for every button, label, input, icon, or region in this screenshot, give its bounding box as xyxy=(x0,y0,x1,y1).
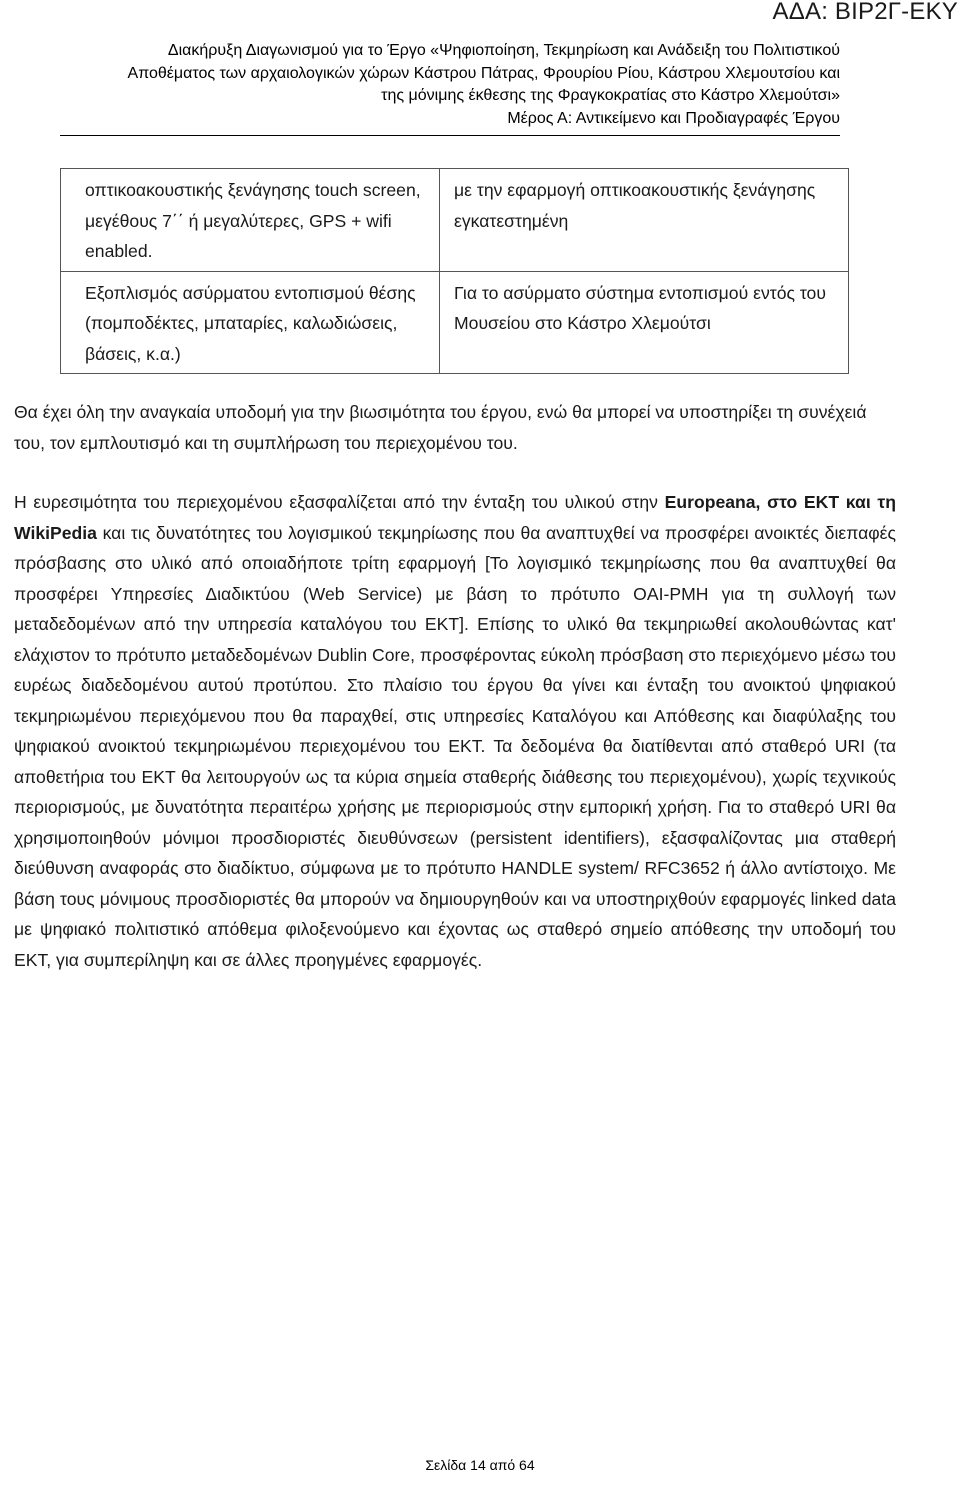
paragraph-text: Η ευρεσιμότητα του περιεχομένου εξασφαλίζεται από την ένταξη του υλικού στην xyxy=(14,492,665,512)
header-line: της μόνιμης έκθεσης της Φραγκοκρατίας στο Κάστρο Χλεμούτσι» xyxy=(381,87,840,104)
paragraph-text: και τις δυνατότητες του λογισμικού τεκμηρίωσης που θα αναπτυχθεί να προσφέρει ανοικτές διεπαφές πρόσβασης στο υλικό από οποιαδήποτε τρίτη εφαρμογή [Το λογισμικό τεκμηρίωσης που θα αναπτυχθεί θα προσφέρει Υπηρεσίες Διαδικτύου (Web Service) με βάση το πρότυπο OAI-PMH για τη συλλογή των μεταδεδομένων από την υπηρεσία καταλόγου του ΕΚΤ]. Επίσης το υλικό θα τεκμηριωθεί ακολουθώντας κατ' ελάχιστον το πρότυπο μεταδεδομένων Dublin Core, προσφέροντας εύκολη πρόσβαση στο περιεχόμενο μέσω του ευρέως διαδεδομένου αυτού προτύπου. Στο πλαίσιο του έργου θα γίνει και ένταξη του ανοικτού ψηφιακού τεκμηριωμένου περιεχόμενου που θα παραχθεί, στις υπηρεσίες Καταλόγου και Απόθεσης και διαφύλαξης του ψηφιακού ανοικτού τεκμηριωμένου περιεχομένου του ΕΚΤ. Τα δεδομένα θα διατίθενται από σταθερό URI (τα αποθετήρια του ΕΚΤ θα λειτουργούν ως τα κύρια σημεία σταθερής διάθεσης του περιεχομένου), χωρίς τεχνικούς περιορισμούς, με δυνατότητα περαιτέρω χρήσης με περιορισμούς στην εμπορική χρήση. Για το σταθερό URI θα χρησιμοποιηθούν μόνιμοι προσδιοριστές διευθύνσεων (persistent identifiers), εξασφαλίζοντας μια σταθερή διεύθυνση αναφοράς στο διαδίκτυο, σύμφωνα με το πρότυπο HANDLE system/ RFC3652 ή άλλο αντίστοιχο. Με βάση τους μόνιμους προσδιοριστές θα μπορούν να δημιουργηθούν και να υποστηριχθούν εφαρμογές linked data με ψηφιακό πολιτιστικό απόθεμα φιλοξενούμενο και έχοντας ως σταθερό σημείο απόθεσης την υποδομή του ΕΚΤ, για συμπερίληψη και σε άλλες προηγμένες εφαρμογές. xyxy=(14,522,896,970)
table-row xyxy=(61,271,849,374)
table-cell-item: οπτικοακουστικής ξενάγησης touch screen, μεγέθους 7΄΄ ή μεγαλύτερες, GPS + wifi enabled. xyxy=(61,169,440,272)
header-divider xyxy=(60,135,840,136)
ada-stamp: ΑΔΑ: ΒΙΡ2Γ-ΕΚΥ xyxy=(772,0,958,25)
table-cell-description: με την εφαρμογή οπτικοακουστικής ξενάγησης εγκατεστημένη xyxy=(440,169,849,272)
paragraph-findability xyxy=(14,487,896,975)
document-header xyxy=(0,40,840,130)
table-row xyxy=(61,169,849,272)
header-line: Αποθέματος των αρχαιολογικών χώρων Κάστρου Πάτρας, Φρουρίου Ρίου, Κάστρου Χλεμουτσίου και xyxy=(127,64,840,82)
table-cell-item: Εξοπλισμός ασύρματου εντοπισμού θέσης (πομποδέκτες, μπαταρίες, καλωδιώσεις, βάσεις, κ.α.) xyxy=(61,271,440,374)
paragraph-sustainability: Θα έχει όλη την αναγκαία υποδομή για την βιωσιμότητα του έργου, ενώ θα μπορεί να υποστηρίξει τη συνέχειά του, τον εμπλουτισμό και τη συμπλήρωση του περιεχομένου του. xyxy=(14,402,867,453)
paragraph-bold-text: Europeana, στο ΕΚΤ και τη WikiPedia xyxy=(14,492,896,543)
header-line: Μέρος Α: Αντικείμενο και Προδιαγραφές Έργου xyxy=(507,109,840,127)
page-number: Σελίδα 14 από 64 xyxy=(425,1457,535,1473)
table-cell-description: Για το ασύρματο σύστημα εντοπισμού εντός του Μουσείου στο Κάστρο Χλεμούτσι xyxy=(440,271,849,374)
header-line: Διακήρυξη Διαγωνισμού για το Έργο «Ψηφιοποίηση, Τεκμηρίωση και Ανάδειξη του Πολιτιστικού xyxy=(167,42,840,59)
equipment-table xyxy=(60,168,849,374)
